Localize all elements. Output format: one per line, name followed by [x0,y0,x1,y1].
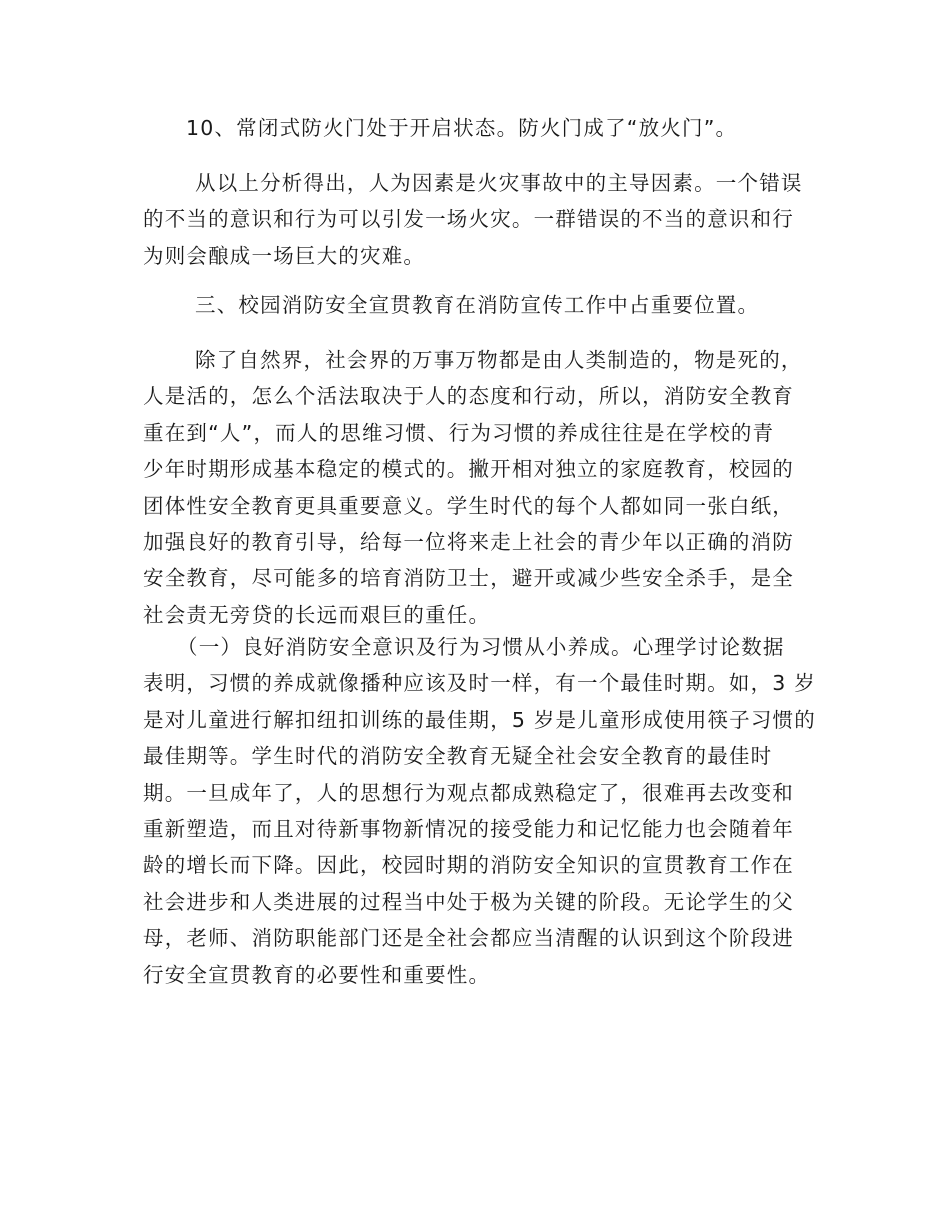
text-line: 社会进步和人类进展的过程当中处于极为关键的阶段。无论学生的父 [143,889,794,914]
text-line: 的不当的意识和行为可以引发一场火灾。一群错误的不当的意识和行 [143,207,794,232]
paragraph-human-factors [143,165,808,274]
text-line: 期。一旦成年了，人的思想行为观点都成熟稳定了，很难再去改变和 [143,780,794,805]
text-line: 安全教育，尽可能多的培育消防卫士，避开或减少些安全杀手，是全 [143,566,794,591]
text-line: 重新塑造，而且对待新事物新情况的接受能力和记忆能力也会随着年 [143,817,794,842]
text-line: 母，老师、消防职能部门还是全社会都应当清醒的认识到这个阶段进 [143,926,794,951]
text-line: 从以上分析得出，人为因素是火灾事故中的主导因素。一个错误 [195,171,803,195]
text-line: 人是活的，怎么个活法取决于人的态度和行动，所以，消防安全教育 [143,384,794,409]
text-line: 最佳期等。学生时代的消防安全教育无疑全社会安全教育的最佳时 [143,744,773,769]
text-line: 社会责无旁贷的长远而艰巨的重任。 [143,602,491,627]
text-line: 除了自然界，社会界的万事万物都是由人类制造的，物是死的， [195,348,803,372]
text-line: 加强良好的教育引导，给每一位将来走上社会的青少年以正确的消防 [143,530,794,555]
paragraph-habits-from-childhood [143,629,816,993]
text-line: 三、校园消防安全宣贯教育在消防宣传工作中占重要位置。 [195,293,760,317]
text-line: 少年时期形成基本稳定的模式的。撇开相对独立的家庭教育，校园的 [143,457,794,482]
paragraph-fire-door [143,110,808,146]
text-line: 重在到“人”，而人的思维习惯、行为习惯的养成往往是在学校的青 [143,420,775,445]
text-line: 龄的增长而下降。因此，校园时期的消防安全知识的宣贯教育工作在 [143,853,794,878]
text-line: （一）良好消防安全意识及行为习惯从小养成。心理学讨论数据 [177,635,785,659]
text-line: 为则会酿成一场巨大的灾难。 [143,243,426,268]
text-line: 表明，习惯的养成就像播种应该及时一样，有一个最佳时期。如，3 岁 [143,671,816,696]
paragraph-education-importance [143,342,808,633]
section-heading-campus-education [143,287,808,323]
text-line: 10、常闭式防火门处于开启状态。防火门成了“放火门”。 [186,116,738,140]
text-line: 团体性安全教育更具重要意义。学生时代的每个人都如同一张白纸， [143,493,794,518]
text-line: 行安全宣贯教育的必要性和重要性。 [143,962,491,987]
text-line: 是对儿童进行解扣纽扣训练的最佳期，5 岁是儿童形成使用筷子习惯的 [143,707,816,732]
